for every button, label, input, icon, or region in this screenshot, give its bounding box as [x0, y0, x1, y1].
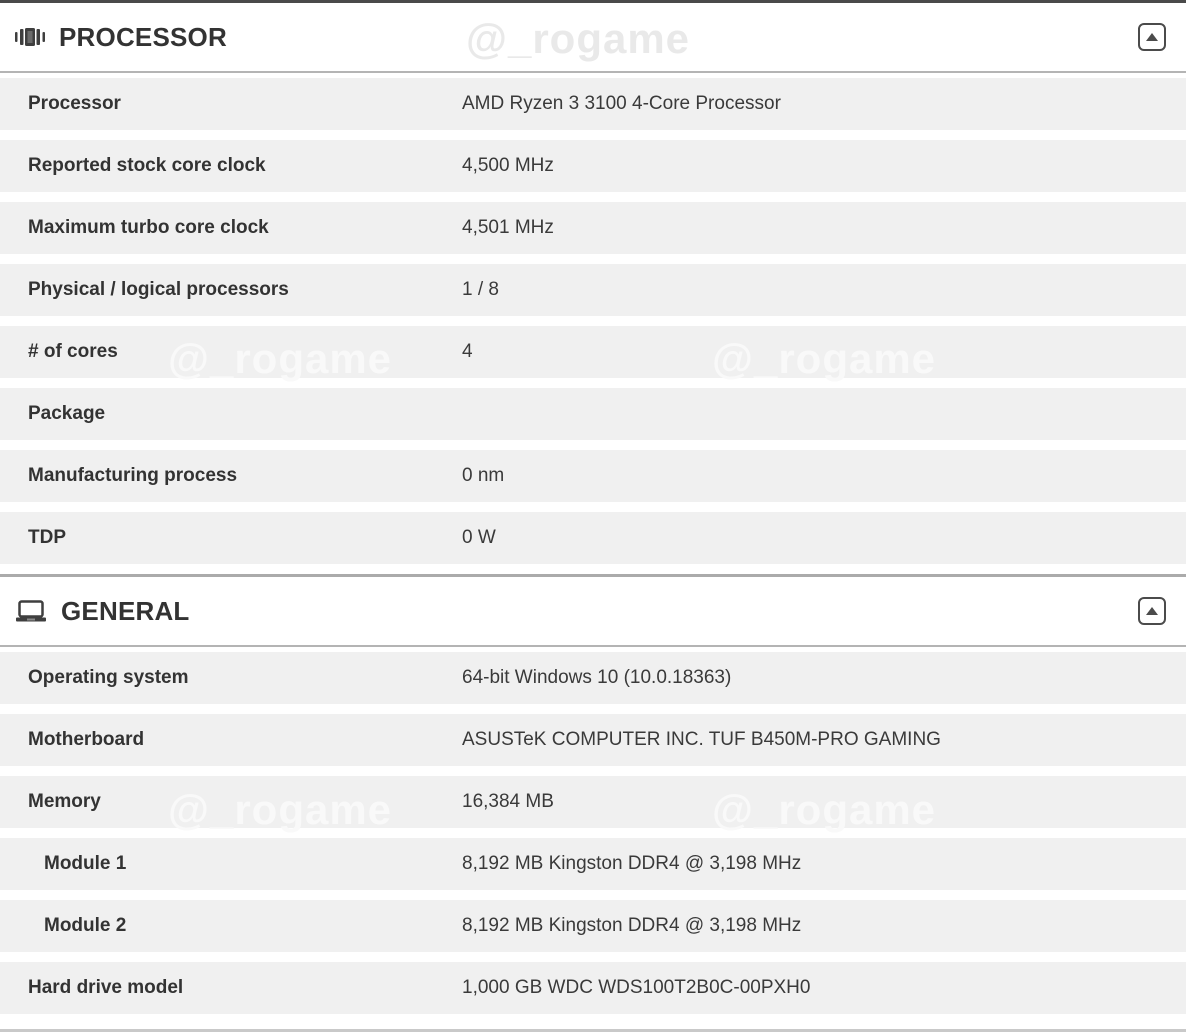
row-label: Package	[28, 403, 106, 424]
general-rows	[0, 647, 1186, 1014]
row-value: 4,500 MHz	[462, 155, 554, 176]
table-row	[0, 388, 1186, 440]
row-value: 64-bit Windows 10 (10.0.18363)	[462, 667, 732, 688]
cpu-icon	[14, 25, 46, 49]
watermark: @_rogame	[712, 335, 937, 382]
table-row	[0, 962, 1186, 1014]
section-title-general: GENERAL	[61, 595, 190, 626]
table-row	[0, 776, 1186, 828]
row-label: Memory	[28, 791, 101, 812]
row-label: Maximum turbo core clock	[28, 217, 269, 238]
row-label: Physical / logical processors	[28, 279, 289, 300]
table-row	[0, 512, 1186, 564]
table-row	[0, 202, 1186, 254]
row-label: Processor	[28, 93, 121, 114]
row-label: TDP	[28, 527, 66, 548]
row-value: 8,192 MB Kingston DDR4 @ 3,198 MHz	[462, 853, 802, 874]
row-label: Manufacturing process	[28, 465, 238, 486]
processor-section-header	[0, 3, 1186, 73]
row-label: Module 1	[44, 853, 127, 874]
collapse-general-button[interactable]	[1138, 597, 1166, 625]
row-label: Operating system	[28, 667, 189, 688]
collapse-processor-button[interactable]	[1138, 23, 1166, 51]
section-processor	[0, 3, 1186, 564]
chevron-up-icon	[1146, 607, 1158, 615]
general-section-header	[0, 577, 1186, 647]
row-value: 0 nm	[462, 465, 505, 486]
row-label: Motherboard	[28, 729, 145, 750]
row-label: Reported stock core clock	[28, 155, 266, 176]
row-label: Module 2	[44, 915, 127, 936]
row-label: # of cores	[28, 341, 118, 362]
table-row	[0, 714, 1186, 766]
laptop-icon	[14, 598, 48, 624]
processor-rows	[0, 73, 1186, 564]
watermark: @_rogame	[168, 335, 393, 382]
watermark: @_rogame	[168, 786, 393, 833]
row-value: ASUSTeK COMPUTER INC. TUF B450M-PRO GAMING	[462, 729, 941, 750]
row-value: 8,192 MB Kingston DDR4 @ 3,198 MHz	[462, 915, 802, 936]
row-value: 4,501 MHz	[462, 217, 554, 238]
row-value: 1,000 GB WDC WDS100T2B0C-00PXH0	[462, 977, 811, 998]
row-value: 0 W	[462, 527, 496, 548]
row-value: 1 / 8	[462, 279, 499, 300]
section-title-processor: PROCESSOR	[59, 21, 227, 52]
table-row	[0, 326, 1186, 378]
table-row	[0, 652, 1186, 704]
row-value: 16,384 MB	[462, 791, 554, 812]
table-row	[0, 450, 1186, 502]
table-row-module-2	[0, 900, 1186, 952]
row-label: Hard drive model	[28, 977, 184, 998]
chevron-up-icon	[1146, 33, 1158, 41]
table-row-module-1	[0, 838, 1186, 890]
row-value: 4	[462, 341, 473, 362]
table-row	[0, 78, 1186, 130]
table-row	[0, 264, 1186, 316]
row-value: AMD Ryzen 3 3100 4-Core Processor	[462, 93, 781, 114]
watermark: @_rogame	[466, 15, 691, 62]
watermark: @_rogame	[712, 786, 937, 833]
table-row	[0, 140, 1186, 192]
section-general	[0, 574, 1186, 1014]
